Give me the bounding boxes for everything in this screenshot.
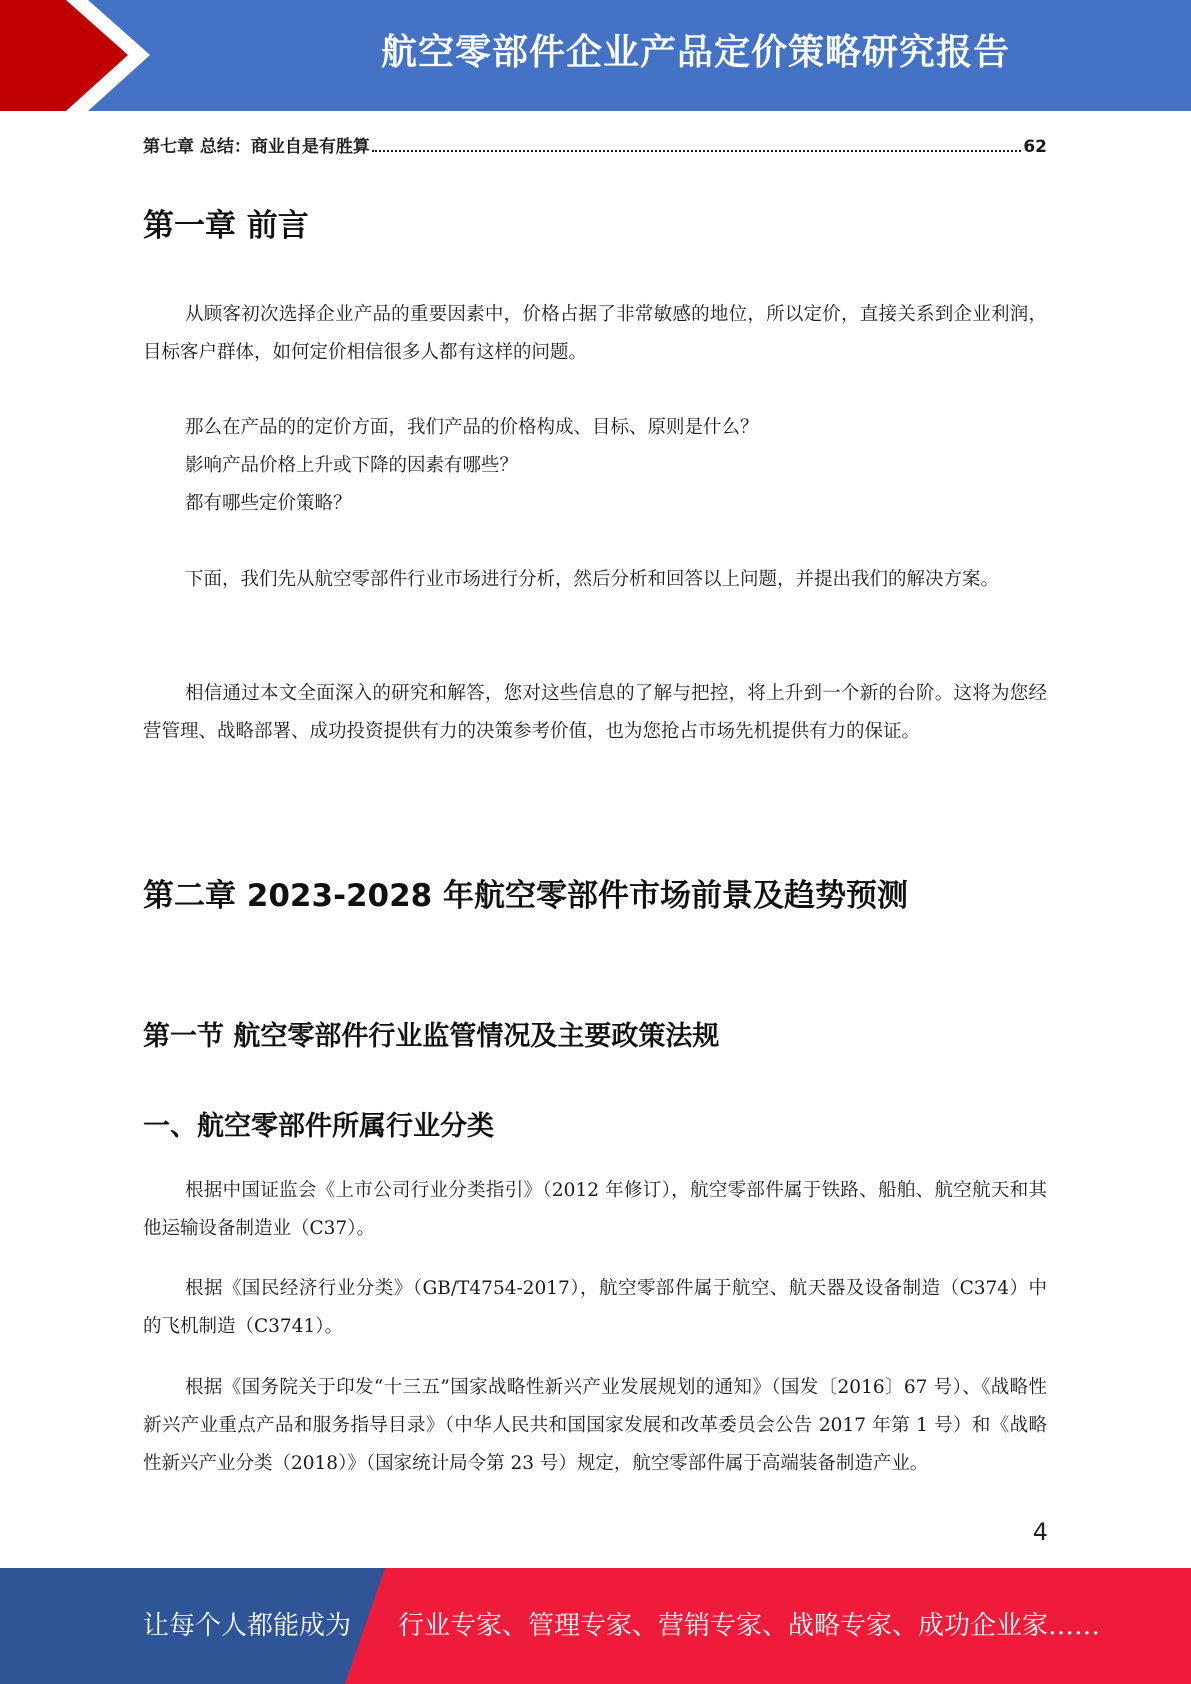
question-item: 影响产品价格上升或下降的因素有哪些？: [185, 455, 519, 476]
section1-title: 第一节 航空零部件行业监管情况及主要政策法规: [143, 1021, 720, 1052]
chapter1-title: 第一章 前言: [143, 208, 309, 244]
toc-entry-page: 62: [1023, 137, 1047, 157]
footer-banner: [0, 1568, 1191, 1684]
chapter2-paragraph-3: 根据《国务院关于印发“十三五”国家战略性新兴产业发展规划的通知》（国发〔2016〕67 号）、《战略性新兴产业重点产品和服务指导目录》（中华人民共和国国家发展和改革委员会公告 2017 年第 1 号）和《战略性新兴产业分类（2018）》（国家统计局令第 23 号）规定，航空零部件属于高端装备制造产业。: [143, 1377, 1047, 1474]
chapter2-title: 第二章 2023-2028 年航空零部件市场前景及趋势预测: [143, 878, 909, 914]
toc-entry-label: 第七章 总结：商业自是有胜算: [143, 137, 370, 157]
chapter2-paragraph-2: 根据《国民经济行业分类》（GB/T4754-2017），航空零部件属于航空、航天器及设备制造（C374）中的飞机制造（C3741）。: [143, 1278, 1047, 1337]
footer-slogan-left: 让每个人都能成为: [143, 1611, 352, 1641]
toc-entry[interactable]: [143, 131, 1047, 157]
header-chevron-icon: [0, 0, 160, 111]
chapter1-paragraph-1: 从顾客初次选择企业产品的重要因素中，价格占据了非常敏感的地位，所以定价，直接关系到企业利润，目标客户群体，如何定价相信很多人都有这样的问题。: [143, 304, 1047, 363]
header-banner: [0, 0, 1191, 111]
subsection1-title: 一、航空零部件所属行业分类: [143, 1111, 494, 1142]
question-item: 那么在产品的的定价方面，我们产品的价格构成、目标、原则是什么？: [185, 417, 759, 438]
chapter1-paragraph-3: 相信通过本文全面深入的研究和解答，您对这些信息的了解与把控，将上升到一个新的台阶。这将为您经营管理、战略部署、成功投资提供有力的决策参考价值，也为您抢占市场先机提供有力的保证。: [143, 683, 1047, 742]
page-number: 4: [1032, 1518, 1048, 1546]
footer-slogan-right: 行业专家、管理专家、营销专家、战略专家、成功企业家……: [398, 1611, 1101, 1641]
chapter2-paragraph-1: 根据中国证监会《上市公司行业分类指引》（2012 年修订），航空零部件属于铁路、船舶、航空航天和其他运输设备制造业（C37）。: [143, 1180, 1047, 1239]
toc-leader-dots: [372, 150, 1021, 152]
chapter1-paragraph-2: 下面，我们先从航空零部件行业市场进行分析，然后分析和回答以上问题，并提出我们的解决方案。: [185, 569, 1000, 590]
chapter1-question-list: [143, 409, 1047, 523]
question-item: 都有哪些定价策略？: [185, 493, 352, 514]
report-title: 航空零部件企业产品定价策略研究报告: [380, 32, 1010, 73]
